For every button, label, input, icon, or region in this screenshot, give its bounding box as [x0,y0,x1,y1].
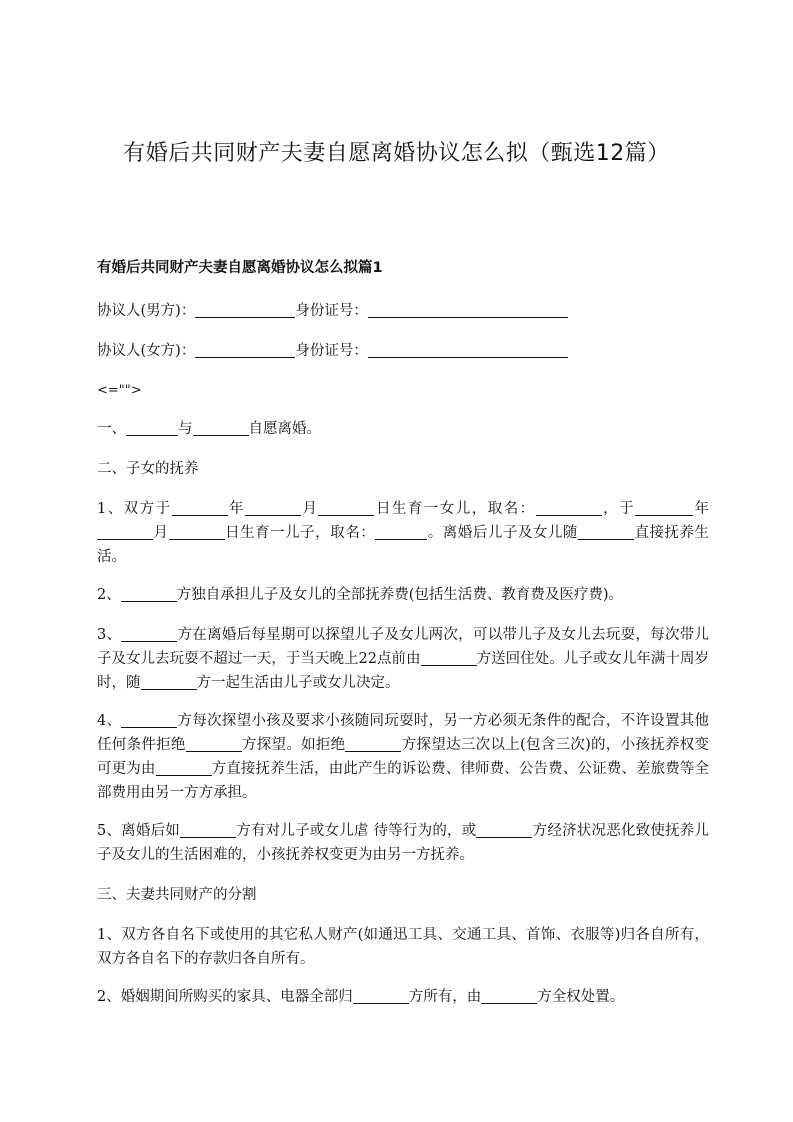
text: 月 [301,501,319,517]
text: 方探望达三次以上(包含三次)的，小孩抚养权变可更为由 [97,737,710,777]
blank [375,524,427,540]
text: 4、 [97,713,122,729]
page-title: 有婚后共同财产夫妻自愿离婚协议怎么拟（甄选12篇） [123,141,670,166]
text: 。离婚后儿子及女儿随 [427,525,578,541]
wife-id-label: 身份证号： [295,343,368,359]
text: 方送回住处。儿子或女儿年满十周岁时，随 [97,651,710,691]
text: 方有对儿子或女儿虐 待等行为的，或 [236,823,477,839]
blank [476,822,532,838]
blank [245,500,301,516]
husband-label: 协议人(男方)： [97,303,196,319]
text: 年 [693,501,710,517]
text: 2、 [97,587,121,603]
blank [318,500,374,516]
blank [578,524,634,540]
clause-1 [97,417,709,441]
document-body [97,256,709,1025]
text: 年 [227,501,246,517]
paragraph-1 [97,497,709,569]
text: 方在离婚后每星期可以探望儿子及女儿两次，可以带儿子及女儿去玩耍，每次带儿子及女儿去玩耍不超过一天，于当天晚上22点前由 [97,627,709,667]
text: 方每次探望小孩及要求小孩随同玩耍时，另一方必须无条件的配合，不许设置其他任何条件拒绝 [97,713,709,753]
wife-id-blank [368,342,568,358]
section-heading: 有婚后共同财产夫妻自愿离婚协议怎么拟篇1 [97,260,383,276]
text: 方一起生活由儿子或女儿决定。 [196,675,400,691]
blank [345,736,401,752]
stray-markup: <=""> [97,383,142,398]
text: 方探望。如拒绝 [241,737,346,753]
text: 方全权处置。 [537,989,625,1005]
clause-1-prefix: 一、 [97,421,126,437]
blank [169,524,225,540]
text: 日生育一儿子，取名： [224,525,376,541]
blank [121,626,177,642]
paragraph-5 [97,819,709,867]
clause-1-with: 与 [178,421,193,437]
husband-name-blank [195,302,295,318]
blank [121,712,177,728]
husband-id-blank [368,302,568,318]
blank [536,500,602,516]
paragraph-6: 1、双方各自名下或使用的其它私人财产(如通迅工具、交通工具、首饰、衣服等)归各自所有，双方各自名下的存款归各自所有。 [97,927,709,967]
section-2-heading: 二、子女的抚养 [97,461,199,477]
text: 5、离婚后如 [97,823,181,839]
wife-line [97,339,709,363]
paragraph-7 [97,985,709,1009]
text: 2、婚姻期间所购买的家具、电器全部归 [97,989,353,1005]
text: 日生育一女儿，取名： [374,501,536,517]
wife-label: 协议人(女方)： [97,343,196,359]
blank [180,822,236,838]
wife-name-blank [195,342,295,358]
text: 月 [153,525,169,541]
blank [193,420,249,436]
blank [353,988,409,1004]
section-3-heading: 三、夫妻共同财产的分割 [97,887,257,903]
blank [421,650,477,666]
text: 直接抚养生活。 [97,525,710,565]
text: 1、双方于 [97,501,172,517]
text: ，于 [601,501,636,517]
blank [97,524,153,540]
text: 3、 [97,627,122,643]
paragraph-3 [97,623,709,695]
text: 方所有，由 [408,989,482,1005]
blank [635,500,693,516]
paragraph-4 [97,709,709,805]
text: 方独自承担儿子及女儿的全部抚养费(包括生活费、教育费及医疗费)。 [176,587,624,603]
husband-id-label: 身份证号： [295,303,368,319]
blank [156,760,212,776]
blank [186,736,242,752]
blank [121,586,177,602]
clause-1-suffix: 自愿离婚。 [248,421,321,437]
text: 方直接抚养生活，由此产生的诉讼费、律师费、公告费、公证费、差旅费等全部费用由另一方方承担。 [97,761,710,801]
blank [141,674,197,690]
blank [481,988,537,1004]
blank [172,500,228,516]
blank [126,420,178,436]
paragraph-2 [97,583,709,607]
husband-line [97,299,709,323]
text: 方经济状况恶化致使抚养儿子及女儿的生活困难的，小孩抚养权变更为由另一方抚养。 [97,823,710,863]
